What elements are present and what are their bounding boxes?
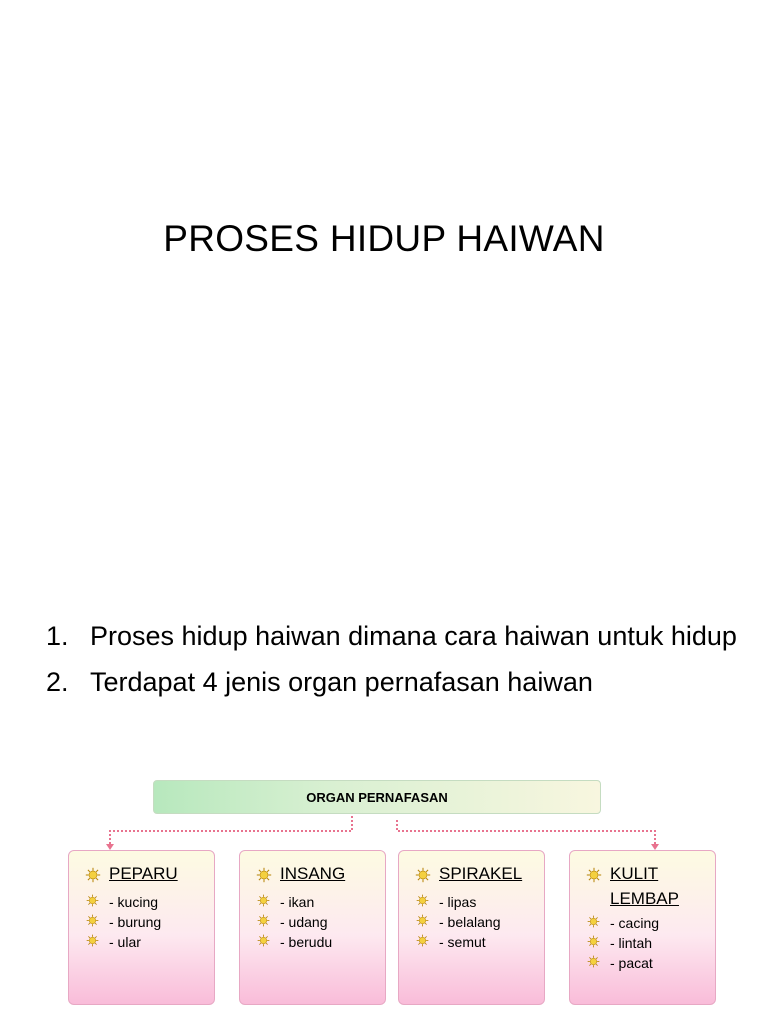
organ-title [586, 861, 707, 911]
sun-bullet-icon [257, 892, 270, 912]
animal-item [587, 953, 707, 973]
organ-name: INSANG [280, 864, 346, 883]
animal-label: - ikan [280, 894, 315, 910]
animal-item [257, 892, 377, 912]
organ-card-insang [239, 850, 386, 1005]
sun-bullet-icon [587, 953, 600, 973]
list-item-number: 2. [46, 667, 69, 697]
animal-label: - burung [109, 914, 162, 930]
animal-label: - udang [280, 914, 328, 930]
list-item-number: 1. [46, 621, 69, 651]
organ-name: SPIRAKEL [439, 864, 523, 883]
sun-bullet-icon [416, 932, 429, 952]
list-item-text: Terdapat 4 jenis organ pernafasan haiwan [90, 667, 593, 697]
animal-label: - lintah [610, 935, 653, 951]
animal-item [587, 933, 707, 953]
organ-card-spirakel [398, 850, 545, 1005]
organ-title [415, 861, 536, 890]
animal-item [416, 912, 536, 932]
animal-label: - pacat [610, 955, 653, 971]
sun-bullet-icon [586, 865, 602, 890]
sun-bullet-icon [415, 865, 431, 890]
organ-title [256, 861, 377, 890]
sun-bullet-icon [587, 933, 600, 953]
animal-item [257, 912, 377, 932]
animal-item [416, 892, 536, 912]
animal-item [257, 932, 377, 952]
organ-card-kulit-lembap [569, 850, 716, 1005]
sun-bullet-icon [416, 912, 429, 932]
animal-label: - ular [109, 934, 141, 950]
list-item-text: Proses hidup haiwan dimana cara haiwan untuk hidup [90, 621, 737, 651]
animal-label: - kucing [109, 894, 159, 910]
animal-item [416, 932, 536, 952]
sun-bullet-icon [416, 892, 429, 912]
sun-bullet-icon [86, 892, 99, 912]
sun-bullet-icon [257, 912, 270, 932]
animal-item [587, 913, 707, 933]
organ-title [85, 861, 206, 890]
animal-item [86, 912, 206, 932]
sun-bullet-icon [85, 865, 101, 890]
slide-title: PROSES HIDUP HAIWAN [163, 218, 605, 259]
diagram-root-label: ORGAN PERNAFASAN [306, 789, 448, 805]
animal-label: - belalang [439, 914, 501, 930]
organ-name: KULIT LEMBAP [610, 864, 679, 908]
animal-label: - cacing [610, 915, 660, 931]
sun-bullet-icon [587, 913, 600, 933]
sun-bullet-icon [86, 912, 99, 932]
animal-label: - semut [439, 934, 486, 950]
sun-bullet-icon [256, 865, 272, 890]
animal-item [86, 932, 206, 952]
sun-bullet-icon [257, 932, 270, 952]
organ-name: PEPARU [109, 864, 178, 883]
animal-label: - lipas [439, 894, 477, 910]
connector-lines [110, 816, 655, 848]
organ-card-peparu [68, 850, 215, 1005]
animal-label: - berudu [280, 934, 333, 950]
animal-item [86, 892, 206, 912]
sun-bullet-icon [86, 932, 99, 952]
